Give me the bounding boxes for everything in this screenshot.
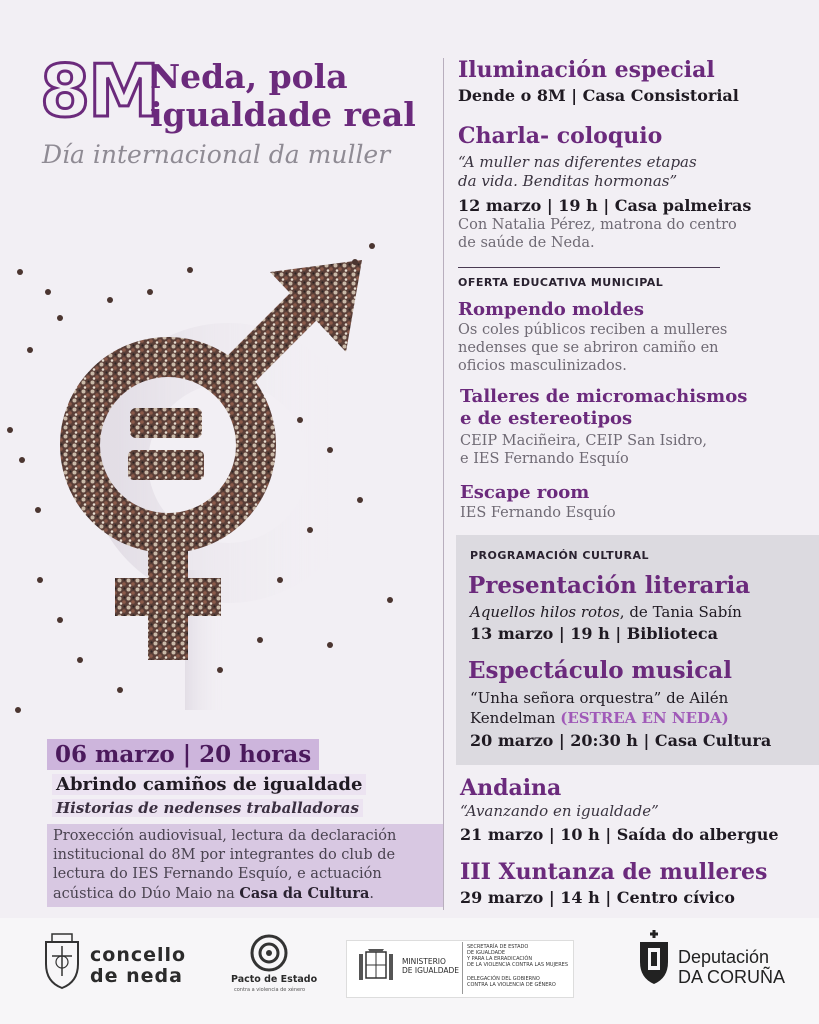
concello-name	[90, 945, 186, 987]
rompendo-line-3: oficios masculinizados.	[458, 358, 627, 374]
talleres-line-2: e IES Fernando Esquío	[460, 451, 629, 467]
charla-quote-line-1: “A muller nas diferentes etapas	[458, 153, 697, 171]
title-line-1: Neda, pola	[150, 57, 348, 96]
sec-line-2: DE IGUALDADE	[467, 950, 506, 956]
charla-note-line-2: de saúde de Neda.	[458, 235, 595, 251]
cultural-section-label: PROGRAMACIÓN CULTURAL	[470, 549, 650, 562]
left-event-date	[47, 739, 319, 770]
charla-quote-line-2: da vida. Benditas hormonas”	[458, 172, 678, 190]
deputacion-line-1: Deputación	[678, 947, 770, 967]
rompendo-line-1: Os coles públicos reciben a mulleres	[458, 322, 728, 338]
presentacion-title: Presentación literaria	[468, 572, 751, 599]
oferta-section-label: OFERTA EDUCATIVA MUNICIPAL	[458, 276, 664, 289]
del-line-2: CONTRA LA VIOLENCIA DE GÉNERO	[467, 982, 556, 988]
logo-8m: 8M	[40, 49, 158, 133]
charla-title: Charla- coloquio	[458, 123, 663, 149]
title-line-2: igualdade real	[150, 95, 416, 134]
left-event-day: 06 marzo	[55, 741, 175, 768]
iluminacion-title: Iluminación especial	[458, 57, 715, 83]
talleres-title-line-1: Talleres de micromachismos	[460, 386, 748, 407]
xuntanza-details: 29 marzo | 14 h | Centro cívico	[460, 888, 735, 907]
musical-line-2-wrap	[470, 708, 729, 728]
escape-title: Escape room	[460, 482, 590, 503]
talleres-title-line-2: e de estereotipos	[460, 408, 633, 429]
sec-line-1: SECRETARÍA DE ESTADO	[467, 944, 529, 950]
deputacion-name	[678, 947, 785, 987]
ministerio-divider	[462, 942, 463, 994]
page-subtitle: Día internacional da muller	[42, 140, 391, 169]
concello-line-2: de neda	[90, 965, 183, 987]
secretaria-label	[467, 944, 568, 968]
left-event-time: 20 horas	[199, 741, 312, 768]
escape-desc: IES Fernando Esquío	[460, 505, 616, 521]
charla-quote	[458, 153, 697, 191]
xuntanza-title: III Xuntanza de mulleres	[460, 859, 768, 885]
musical-details: 20 marzo | 20:30 h | Casa Cultura	[470, 731, 772, 750]
left-event-subtitle: Historias de nedenses traballadoras	[52, 799, 363, 817]
section-rule	[458, 267, 720, 268]
musical-line-1: “Unha señora orquestra” de Ailén	[470, 689, 729, 707]
musical-desc	[470, 688, 729, 728]
talleres-title	[460, 386, 747, 430]
musical-line-2: Kendelman	[470, 709, 561, 727]
talleres-desc	[460, 432, 707, 468]
sec-line-4: DE LA VIOLENCIA CONTRA LAS MUJERES	[467, 962, 569, 968]
charla-note	[458, 216, 737, 252]
left-event-description	[47, 824, 443, 907]
ministerio-line-2: DE IGUALDADE	[402, 966, 460, 975]
del-line-1: DELEGACIÓN DEL GOBIERNO	[467, 976, 540, 982]
page-title	[150, 58, 416, 134]
concello-line-1: concello	[90, 944, 187, 966]
andaina-details: 21 marzo | 10 h | Saída do albergue	[460, 825, 779, 844]
charla-details: 12 marzo | 19 h | Casa palmeiras	[458, 196, 752, 215]
gender-equality-symbol	[0, 200, 440, 730]
concello-crest-icon	[38, 932, 86, 990]
deputacion-crest-icon	[636, 928, 672, 988]
musical-title: Espectáculo musical	[468, 657, 732, 684]
left-event-desc-text: Proxección audiovisual, lectura da declaración institucional do 8M por integrantes do club de lectura do IES Fernando Esquío, e actuación acústica do Dúo Maio na	[53, 828, 397, 902]
spain-crest-icon	[356, 946, 396, 990]
left-event-sep: |	[182, 741, 200, 768]
column-divider	[443, 58, 444, 910]
andaina-quote: “Avanzando en igualdade”	[460, 802, 659, 820]
talleres-line-1: CEIP Maciñeira, CEIP San Isidro,	[460, 433, 708, 449]
presentacion-book-title: Aquellos hilos rotos	[470, 603, 620, 621]
left-event-desc-venue: Casa da Cultura	[239, 885, 370, 902]
delegacion-label	[467, 976, 556, 988]
rompendo-line-2: nedenses que se abriron camiño en	[458, 340, 719, 356]
rompendo-title: Rompendo moldes	[458, 299, 645, 320]
estrea-badge: (ESTREA EN NEDA)	[560, 709, 729, 727]
ministerio-label	[402, 957, 459, 975]
rompendo-desc	[458, 321, 727, 375]
deputacion-line-2: DA CORUÑA	[678, 967, 786, 987]
presentacion-book	[470, 603, 742, 622]
ministerio-line-1: MINISTERIO	[402, 957, 446, 966]
presentacion-details: 13 marzo | 19 h | Biblioteca	[470, 624, 719, 643]
iluminacion-details: Dende o 8M | Casa Consistorial	[458, 86, 739, 105]
pacto-label: Pacto de Estado	[231, 974, 318, 985]
left-event-desc-end: .	[369, 886, 374, 902]
sec-line-3: Y PARA LA ERRADICACIÓN	[467, 956, 533, 962]
charla-note-line-1: Con Natalia Pérez, matrona do centro	[458, 217, 737, 233]
pacto-sublabel: contra a violencia de xénero	[234, 987, 306, 993]
presentacion-author: , de Tania Sabín	[619, 603, 742, 621]
left-event-title: Abrindo camiños de igualdade	[52, 774, 366, 795]
andaina-title: Andaina	[460, 775, 562, 801]
pacto-logo-icon	[247, 933, 291, 973]
